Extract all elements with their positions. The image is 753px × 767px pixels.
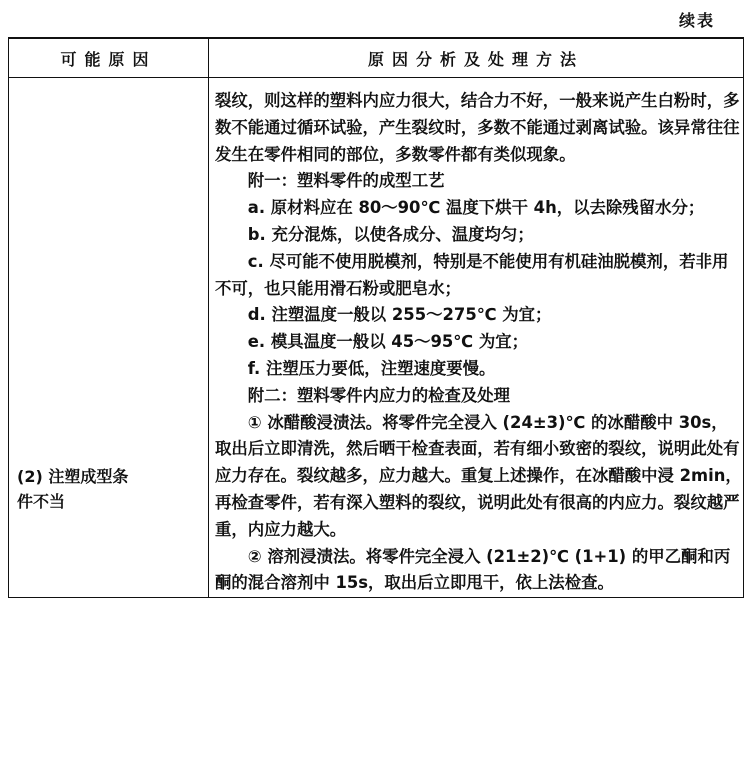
paragraph-crack-description: 裂纹，则这样的塑料内应力很大，结合力不好，一般来说产生白粉时，多数不能通过循环试验，产生裂纹时，多数不能通过剥离试验。该异常往往发生在零件相同的部位，多数零件都有类似现象。 [215, 91, 740, 164]
cause-text-line-2: 件不当 [17, 492, 66, 511]
table-header-row [9, 38, 744, 78]
step-e: e. 模具温度一般以 45～95℃ 为宜； [247, 332, 529, 352]
analysis-cell [209, 78, 744, 598]
step-f: f. 注塑压力要低，注塑速度要慢。 [247, 358, 496, 378]
step-b: b. 充分混炼，以使各成分、温度均匀； [247, 224, 534, 244]
method-solvent: ② 溶剂浸渍法。将零件完全浸入 (21±2)℃ (1+1) 的甲乙酮和丙酮的混合溶剂中 15s，取出后立即甩干，依上法检查。 [215, 546, 731, 593]
method-acetic-acid: ① 冰醋酸浸渍法。将零件完全浸入 (24±3)℃ 的冰醋酸中 30s，取出后立即清洗，然后晒干检查表面，若有细小致密的裂纹，说明此处有应力存在。裂纹越多，应力越大。重复上述操作，在冰醋酸中浸 2min，再检查零件，若有深入塑料的裂纹，说明此处有很高的内应力。裂纹越严重，内应力越大。 [215, 412, 742, 539]
cause-cell [9, 78, 209, 598]
appendix-2-title: 附二：塑料零件内应力的检查及处理 [247, 385, 511, 405]
step-a: a. 原材料应在 80～90℃ 温度下烘干 4h，以去除残留水分； [247, 198, 705, 218]
step-d: d. 注塑温度一般以 255～275℃ 为宜； [247, 305, 552, 325]
step-c: c. 尽可能不使用脱模剂，特别是不能使用有机硅油脱模剂，若非用不可，也只能用滑石粉或肥皂水； [215, 251, 729, 298]
appendix-1-title: 附一：塑料零件的成型工艺 [247, 171, 445, 191]
continued-table-label: 续表 [678, 11, 715, 30]
cause-text-line-1: (2) 注塑成型条 [17, 467, 129, 486]
cause-analysis-table [8, 37, 744, 598]
header-analysis-method: 原因分析及处理方法 [209, 38, 744, 78]
header-possible-cause: 可能原因 [9, 38, 209, 78]
table-row [9, 78, 744, 598]
